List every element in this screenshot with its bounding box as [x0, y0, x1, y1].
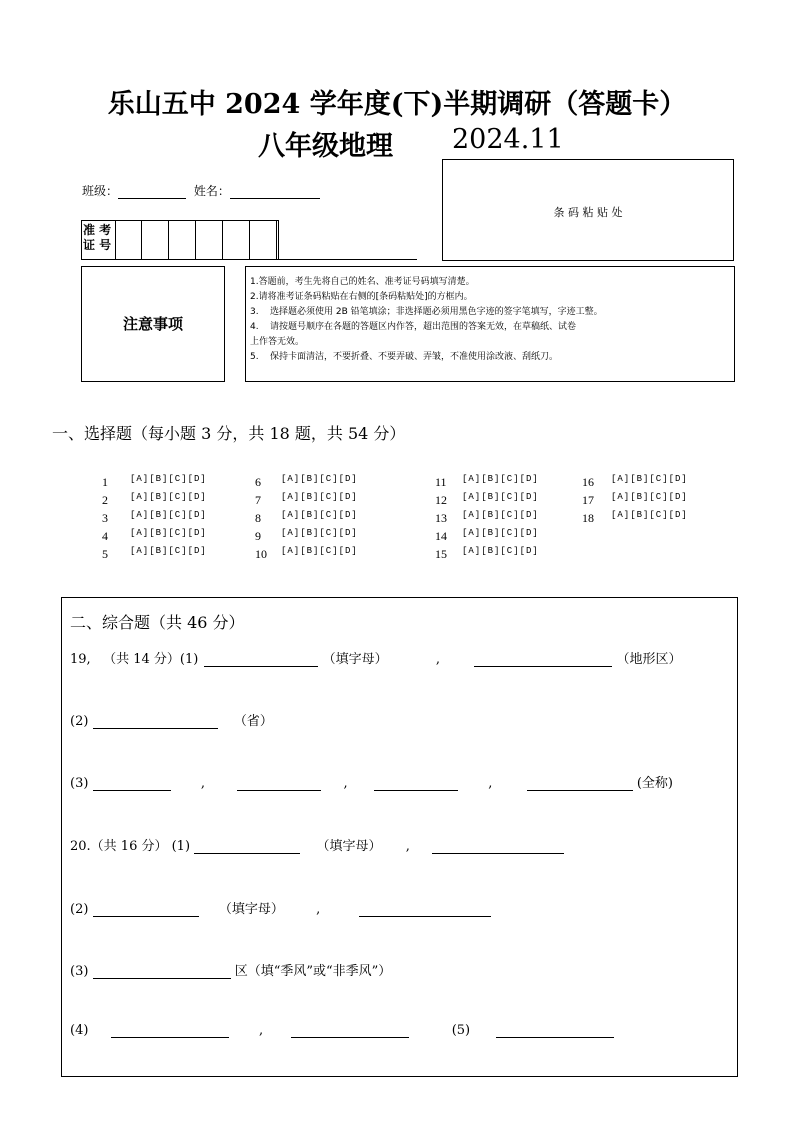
notice-title-box — [81, 266, 225, 382]
answer-options[interactable]: [A][B][C][D] — [281, 492, 358, 502]
question-number: 17 — [582, 493, 594, 507]
answer-options[interactable]: [A][B][C][D] — [130, 546, 207, 556]
name-label: 姓名： — [193, 184, 230, 198]
student-info-row — [82, 182, 320, 199]
notice-item: 5. 保持卡面清洁，不要折叠、不要弄破、弄皱，不准使用涂改液、刮纸刀。 — [250, 352, 559, 362]
q20-3-hint: 区（填“季风”或“非季风”） — [234, 964, 392, 979]
notice-item: 1.答题前，考生先将自己的姓名、准考证号码填写清楚。 — [250, 277, 475, 287]
class-label: 班级： — [82, 184, 119, 198]
section2-title: 二、综合题（共 46 分） — [70, 613, 245, 632]
answer-options[interactable]: [A][B][C][D] — [462, 528, 539, 538]
section2-box — [61, 597, 738, 1077]
question-number: 18 — [582, 511, 594, 525]
answer-options[interactable]: [A][B][C][D] — [130, 474, 207, 484]
q20-2-hint: （填字母） — [218, 902, 284, 917]
q19-3-blank-a[interactable] — [93, 777, 171, 791]
barcode-label: 条 码 粘 贴 处 — [553, 206, 623, 219]
answer-options[interactable]: [A][B][C][D] — [462, 492, 539, 502]
question-number: 15 — [435, 547, 447, 561]
class-field[interactable] — [118, 185, 186, 199]
exam-number-cell[interactable] — [250, 221, 277, 259]
q19-2-hint: （省） — [233, 714, 273, 729]
q20-prefix: 20.（共 16 分） (1) — [70, 839, 191, 854]
question-number: 16 — [582, 475, 594, 489]
q20-3-row — [70, 960, 391, 979]
q20-3-blank[interactable] — [93, 965, 231, 979]
exam-number-cell[interactable] — [142, 221, 169, 259]
question-number: 10 — [255, 547, 267, 561]
q19-3-blank-b[interactable] — [237, 777, 321, 791]
question-number: 4 — [102, 529, 108, 543]
q19-3-comma: , — [343, 776, 348, 791]
answer-options[interactable]: [A][B][C][D] — [611, 492, 688, 502]
notice-title: 注意事项 — [122, 315, 183, 333]
exam-date: 2024.11 — [452, 124, 564, 155]
q19-1-hint: （填字母） — [322, 652, 388, 667]
q20-1-blank-a[interactable] — [194, 840, 300, 854]
q20-5-blank[interactable] — [496, 1024, 614, 1038]
q20-3-prefix: (3) — [70, 964, 89, 979]
q20-2-blank-b[interactable] — [359, 903, 491, 917]
q20-1-blank-b[interactable] — [432, 840, 564, 854]
q19-prefix: 19, （共 14 分）(1) — [70, 652, 199, 667]
q20-4-prefix: (4) — [70, 1023, 89, 1038]
q19-3-hint: (全称) — [636, 776, 673, 791]
q20-2-row — [70, 898, 491, 917]
q20-4-blank-a[interactable] — [111, 1024, 229, 1038]
answer-options[interactable]: [A][B][C][D] — [130, 492, 207, 502]
q19-3-blank-c[interactable] — [374, 777, 458, 791]
answer-options[interactable]: [A][B][C][D] — [130, 510, 207, 520]
q20-4-row — [70, 1023, 614, 1038]
q20-2-blank-a[interactable] — [93, 903, 199, 917]
answer-options[interactable]: [A][B][C][D] — [462, 510, 539, 520]
section1-title: 一、选择题（每小题 3 分，共 18 题，共 54 分） — [52, 424, 406, 443]
subject-title: 八年级地理 — [258, 131, 393, 162]
exam-number-grid — [81, 220, 279, 260]
question-number: 12 — [435, 493, 447, 507]
q19-1-hint2: （地形区） — [616, 652, 682, 667]
answer-options[interactable]: [A][B][C][D] — [462, 474, 539, 484]
question-number: 8 — [255, 511, 261, 525]
answer-options[interactable]: [A][B][C][D] — [281, 474, 358, 484]
q20-1-hint: （填字母） — [316, 839, 382, 854]
exam-number-cell[interactable] — [115, 221, 142, 259]
q19-3-blank-d[interactable] — [527, 777, 633, 791]
q19-3-row — [70, 772, 673, 791]
question-number: 1 — [102, 475, 108, 489]
answer-options[interactable]: [A][B][C][D] — [281, 546, 358, 556]
exam-number-cell[interactable] — [196, 221, 223, 259]
question-number: 6 — [255, 475, 261, 489]
notice-item: 4. 请按题号顺序在各题的答题区内作答，超出范围的答案无效，在草稿纸、试卷 — [250, 322, 577, 332]
notice-item: 2.请将准考证条码粘贴在右侧的[条码粘贴处]的方框内。 — [250, 292, 473, 302]
question-number: 14 — [435, 529, 447, 543]
q19-1-row — [70, 648, 681, 667]
answer-options[interactable]: [A][B][C][D] — [611, 474, 688, 484]
answer-options[interactable]: [A][B][C][D] — [611, 510, 688, 520]
q19-3-comma: , — [200, 776, 205, 791]
question-number: 7 — [255, 493, 261, 507]
q19-2-prefix: (2) — [70, 714, 89, 729]
barcode-area — [442, 159, 734, 261]
exam-number-label: 准 考 证 号 — [83, 223, 112, 252]
q19-2-row — [70, 710, 273, 729]
q19-2-blank[interactable] — [93, 715, 218, 729]
question-number: 13 — [435, 511, 447, 525]
q20-4-comma: , — [258, 1023, 264, 1038]
q20-2-prefix: (2) — [70, 902, 89, 917]
exam-number-cell[interactable] — [223, 221, 250, 259]
name-field[interactable] — [230, 185, 320, 199]
answer-options[interactable]: [A][B][C][D] — [462, 546, 539, 556]
answer-options[interactable]: [A][B][C][D] — [281, 510, 358, 520]
question-number: 11 — [435, 475, 447, 489]
answer-options[interactable]: [A][B][C][D] — [281, 528, 358, 538]
q19-1-comma: , — [435, 652, 441, 667]
q19-1-blank-a[interactable] — [204, 653, 318, 667]
q20-4-blank-b[interactable] — [291, 1024, 409, 1038]
question-number: 2 — [102, 493, 108, 507]
q19-3-comma: , — [488, 776, 493, 791]
notice-items-box — [245, 266, 735, 382]
question-number: 9 — [255, 529, 261, 543]
q19-3-prefix: (3) — [70, 776, 89, 791]
q20-1-row — [70, 835, 564, 854]
notice-item: 3. 选择题必须使用 2B 铅笔填涂；非选择题必须用黑色字迹的签字笔填写，字迹工整。 — [250, 307, 603, 317]
question-number: 5 — [102, 547, 108, 561]
q19-1-blank-b[interactable] — [474, 653, 612, 667]
question-number: 3 — [102, 511, 108, 525]
notice-item: 上作答无效。 — [250, 337, 305, 347]
q20-1-comma: , — [405, 839, 410, 854]
exam-number-underline — [279, 259, 417, 260]
answer-options[interactable]: [A][B][C][D] — [130, 528, 207, 538]
q20-5-prefix: (5) — [451, 1023, 471, 1038]
q20-2-comma: , — [316, 902, 321, 917]
page-title: 乐山五中 2024 学年度(下)半期调研（答题卡） — [107, 89, 687, 120]
exam-number-cell[interactable] — [169, 221, 196, 259]
